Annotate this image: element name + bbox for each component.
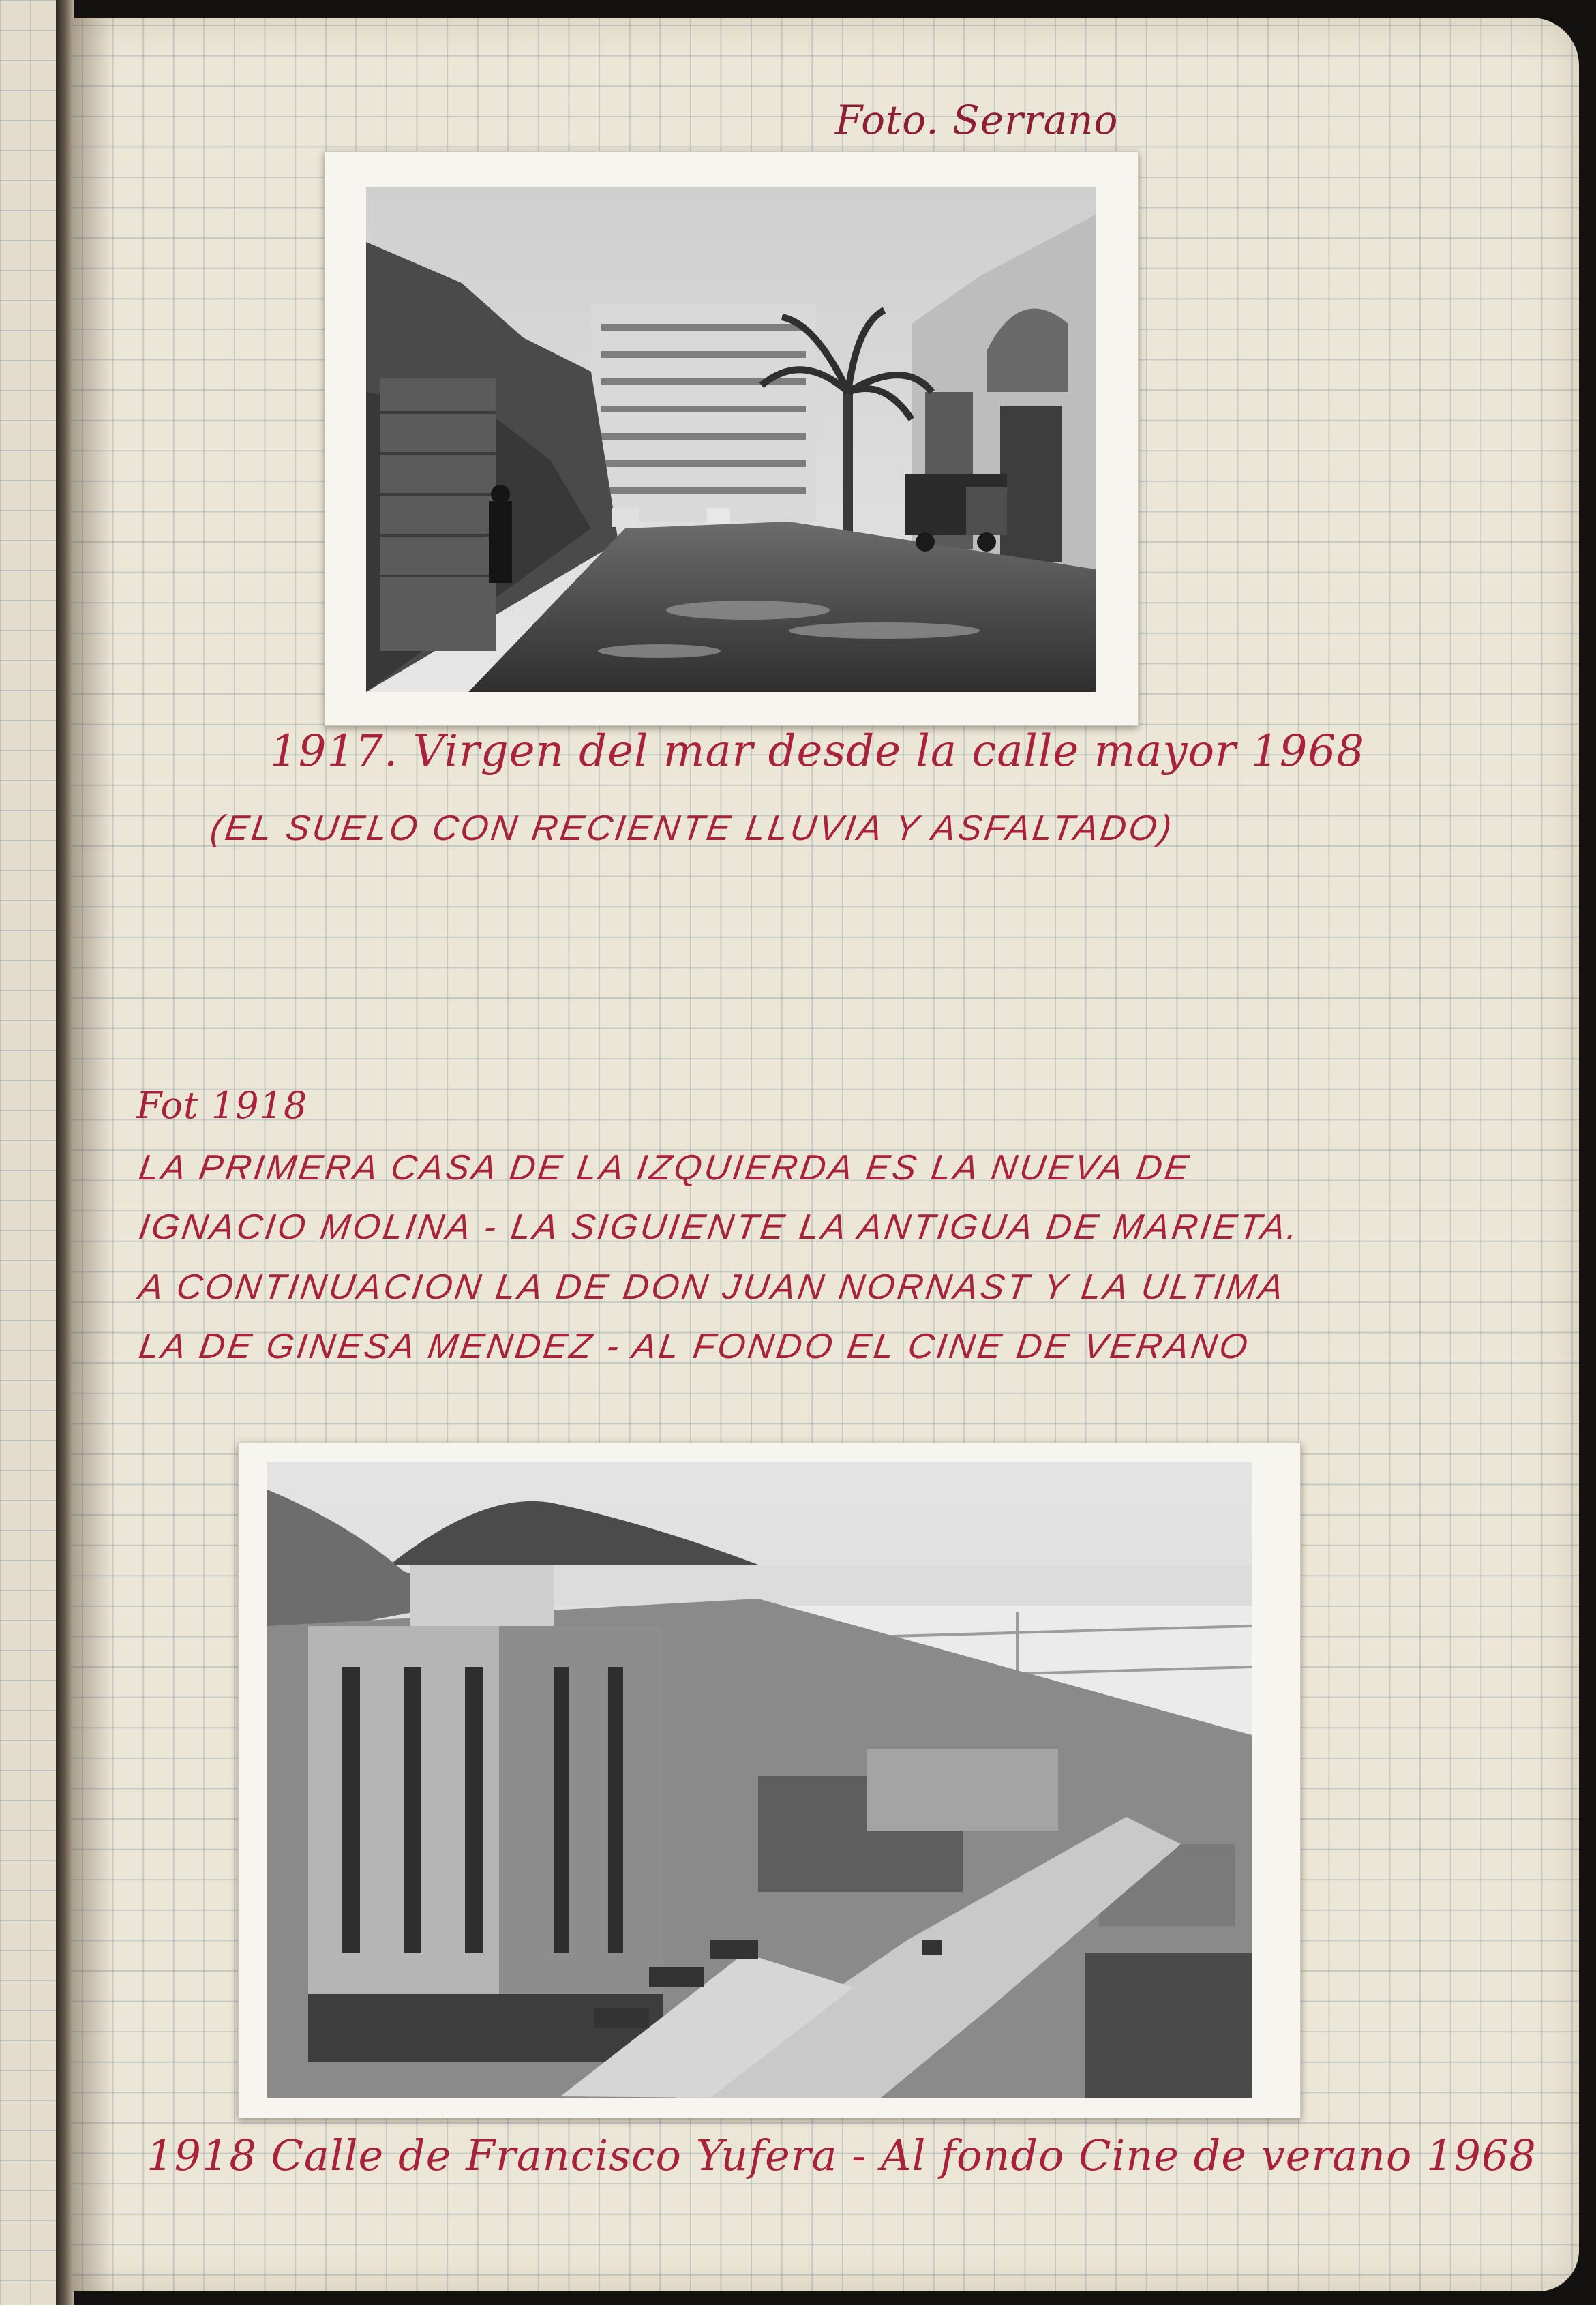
text-line-1: LA PRIMERA CASA DE LA IZQUIERDA ES LA NUEVA DE bbox=[136, 1148, 1194, 1188]
photo-2-image bbox=[267, 1462, 1252, 2098]
photo-1-note: (EL SUELO CON RECIENTE LLUVIA Y ASFALTADO) bbox=[208, 809, 1177, 848]
photographer-note: Foto. Serrano bbox=[835, 97, 1119, 143]
photo-2-caption: 1918 Calle de Francisco Yufera - Al fondo Cine de verano 1968 bbox=[147, 2130, 1537, 2180]
notebook-gutter bbox=[56, 0, 74, 2305]
photo-1-caption: 1917. Virgen del mar desde la calle mayor 1968 bbox=[270, 726, 1365, 777]
photo-1-picture bbox=[366, 187, 1096, 692]
text-line-3: A CONTINUACION LA DE DON JUAN NORNAST Y LA ULTIMA bbox=[136, 1267, 1289, 1307]
photo-calle-francisco-yufera[interactable] bbox=[238, 1443, 1301, 2118]
text-block-heading: Fot 1918 bbox=[136, 1084, 308, 1127]
photo-street-virgen-del-mar[interactable] bbox=[325, 151, 1139, 726]
text-line-2: IGNACIO MOLINA - LA SIGUIENTE LA ANTIGUA DE MARIETA. bbox=[136, 1207, 1304, 1247]
text-line-4: LA DE GINESA MENDEZ - AL FONDO EL CINE DE VERANO bbox=[136, 1327, 1253, 1366]
photo-1-image bbox=[366, 187, 1096, 692]
left-page-edge bbox=[0, 0, 58, 2305]
photo-2-picture bbox=[267, 1462, 1252, 2098]
